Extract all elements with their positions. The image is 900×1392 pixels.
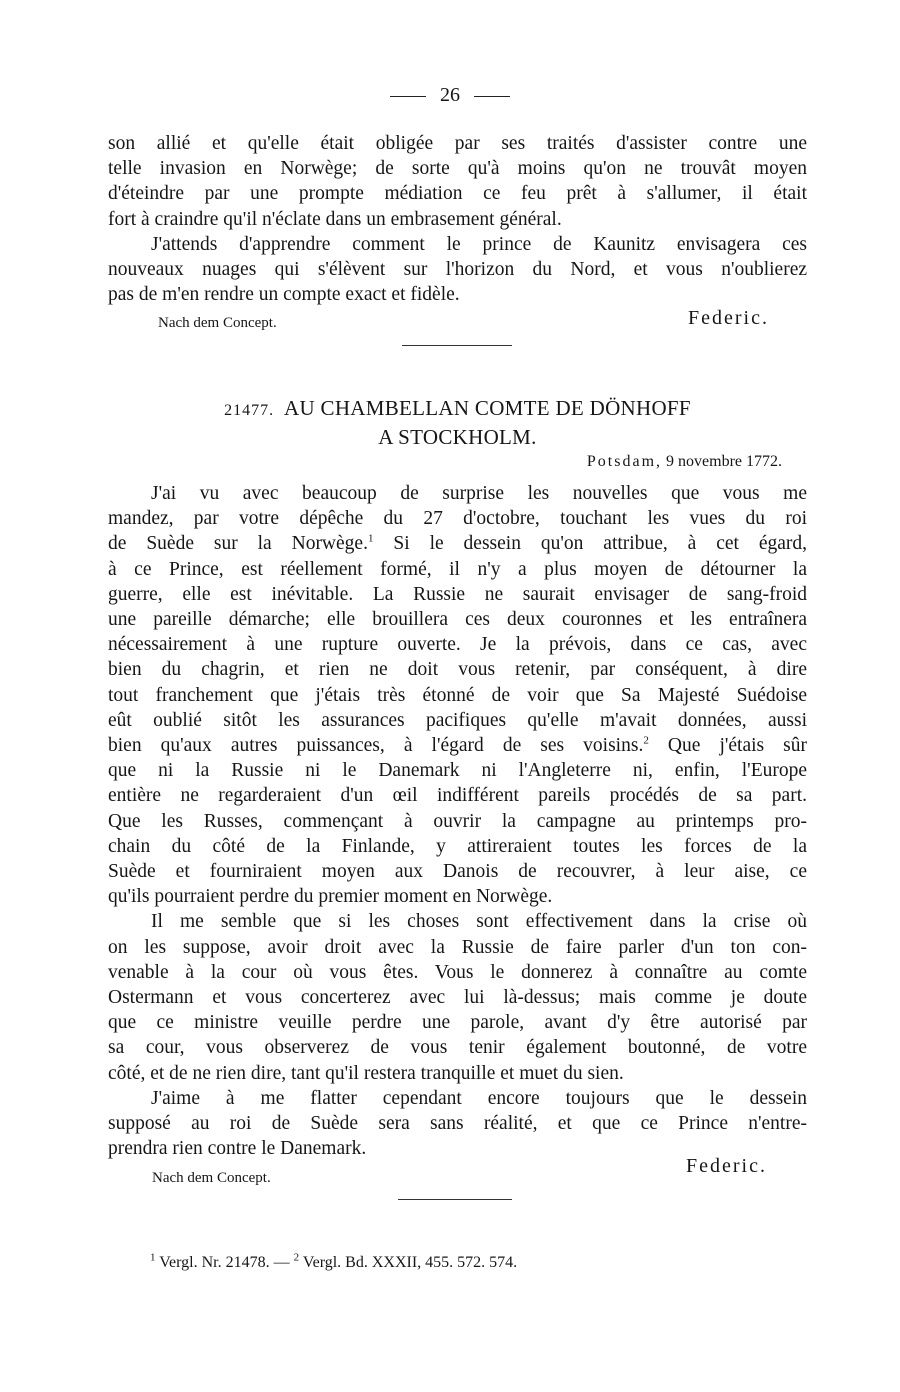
text-line: telle invasion en Norwège; de sorte qu'à moins qu'on ne trouvât moyen: [108, 158, 807, 180]
text-line: eût oublié sitôt les assurances pacifiques qu'elle m'avait données, aussi: [108, 709, 807, 731]
text-line: d'éteindre par une prompte médiation ce feu prêt à s'allumer, il était: [108, 183, 807, 205]
text-line: guerre, elle est inévitable. La Russie ne saurait envisager de sang-froid: [108, 583, 807, 605]
text-line: on les suppose, avoir droit avec la Russie de faire parler d'un ton con-: [108, 936, 807, 958]
dateline-place: Potsdam,: [586, 453, 663, 470]
signature: Federic.: [688, 307, 769, 329]
separator-rule: [402, 345, 512, 346]
text-line: [108, 733, 807, 758]
text-line: une pareille démarche; elle brouillera ces deux couronnes et les entraînera: [108, 609, 807, 631]
text-line: J'attends d'apprendre comment le prince de Kaunitz envisagera ces: [151, 233, 807, 255]
dateline-date: 9 novembre 1772.: [666, 453, 782, 470]
text-line: Que les Russes, commençant à ouvrir la campagne au printemps pro-: [108, 810, 807, 832]
text-fragment: de Suède sur la Norwège.: [108, 533, 368, 555]
text-line: nouveaux nuages qui s'élèvent sur l'horizon du Nord, et vous n'oublierez: [108, 259, 807, 281]
source-note: Nach dem Concept.: [158, 315, 277, 331]
footnote-text: Vergl. Bd. XXXII, 455. 572. 574.: [302, 1254, 518, 1271]
text-line: J'ai vu avec beaucoup de surprise les nouvelles que vous me: [151, 483, 807, 504]
letter-heading: [108, 395, 807, 450]
page-number-text: 26: [440, 84, 460, 106]
text-line: que ce ministre veuille perdre une parole, avant d'y être autorisé par: [108, 1012, 807, 1034]
footnotes: [150, 1251, 518, 1272]
footnote-ref: 1: [367, 532, 374, 545]
text-line: côté, et de ne rien dire, tant qu'il restera tranquille et muet du sien.: [108, 1062, 624, 1084]
page-number-dash-left: [390, 96, 426, 97]
text-line: J'aime à me flatter cependant encore toujours que le dessein: [151, 1087, 807, 1109]
source-note: Nach dem Concept.: [152, 1170, 271, 1186]
text-line: à ce Prince, est réellement formé, il n'y a plus moyen de détourner la: [108, 558, 807, 580]
text-line: chain du côté de la Finlande, y attireraient toutes les forces de la: [108, 835, 807, 857]
letter-title-line2: A STOCKHOLM.: [378, 425, 537, 449]
footnote-mark: 1: [150, 1251, 156, 1264]
text-line: son allié et qu'elle était obligée par ses traités d'assister contre une: [108, 133, 807, 154]
text-line: mandez, par votre dépêche du 27 d'octobre, touchant les vues du roi: [108, 508, 807, 530]
text-line: nécessairement à une rupture ouverte. Je la prévois, dans ce cas, avec: [108, 634, 807, 656]
footnote-text: Vergl. Nr. 21478. —: [159, 1254, 290, 1271]
text-line: entière ne regarderaient d'un œil indifférent pareils procédés de sa part.: [108, 785, 807, 807]
text-line: pas de m'en rendre un compte exact et fidèle.: [108, 284, 460, 306]
separator-rule: [398, 1199, 512, 1200]
text-line: Ostermann et vous concerterez avec lui là-dessus; mais comme je doute: [108, 987, 807, 1009]
text-line: tout franchement que j'étais très étonné de voir que Sa Majesté Suédoise: [108, 684, 807, 706]
text-line: bien du chagrin, et rien ne doit vous retenir, par conséquent, à dire: [108, 659, 807, 681]
text-line: que ni la Russie ni le Danemark ni l'Angleterre ni, enfin, l'Europe: [108, 760, 807, 782]
text-line: Il me semble que si les choses sont effectivement dans la crise où: [151, 911, 807, 933]
text-fragment: bien qu'aux autres puissances, à l'égard de ses voisins.: [108, 735, 644, 757]
text-line: fort à craindre qu'il n'éclate dans un embrasement général.: [108, 208, 562, 230]
page-number: [0, 84, 900, 107]
text-line: [108, 531, 807, 556]
text-line: venable à la cour où vous êtes. Vous le donnerez à connaître au comte: [108, 961, 807, 983]
text-line: sa cour, vous observerez de vous tenir également boutonné, de votre: [108, 1037, 807, 1059]
text-line: Suède et fourniraient moyen aux Danois de recouvrer, à leur aise, ce: [108, 861, 807, 883]
page-number-dash-right: [474, 96, 510, 97]
footnote-ref: 2: [643, 734, 649, 747]
signature: Federic.: [686, 1155, 767, 1177]
previous-letter-continuation: [108, 131, 807, 307]
dateline: [587, 453, 782, 471]
letter-body: [108, 481, 807, 1161]
text-line: qu'ils pourraient perdre du premier moment en Norwège.: [108, 886, 553, 908]
footnote-mark: 2: [293, 1251, 300, 1264]
letter-title-line1: AU CHAMBELLAN COMTE DE DÖNHOFF: [284, 396, 691, 420]
text-fragment: Si le dessein qu'on attribue, à cet égard,: [393, 533, 808, 555]
letter-number: 21477.: [224, 402, 275, 419]
text-fragment: Que j'étais sûr: [667, 735, 807, 757]
text-line: supposé au roi de Suède sera sans réalité, et que ce Prince n'entre-: [108, 1113, 807, 1135]
text-line: prendra rien contre le Danemark.: [108, 1138, 367, 1160]
